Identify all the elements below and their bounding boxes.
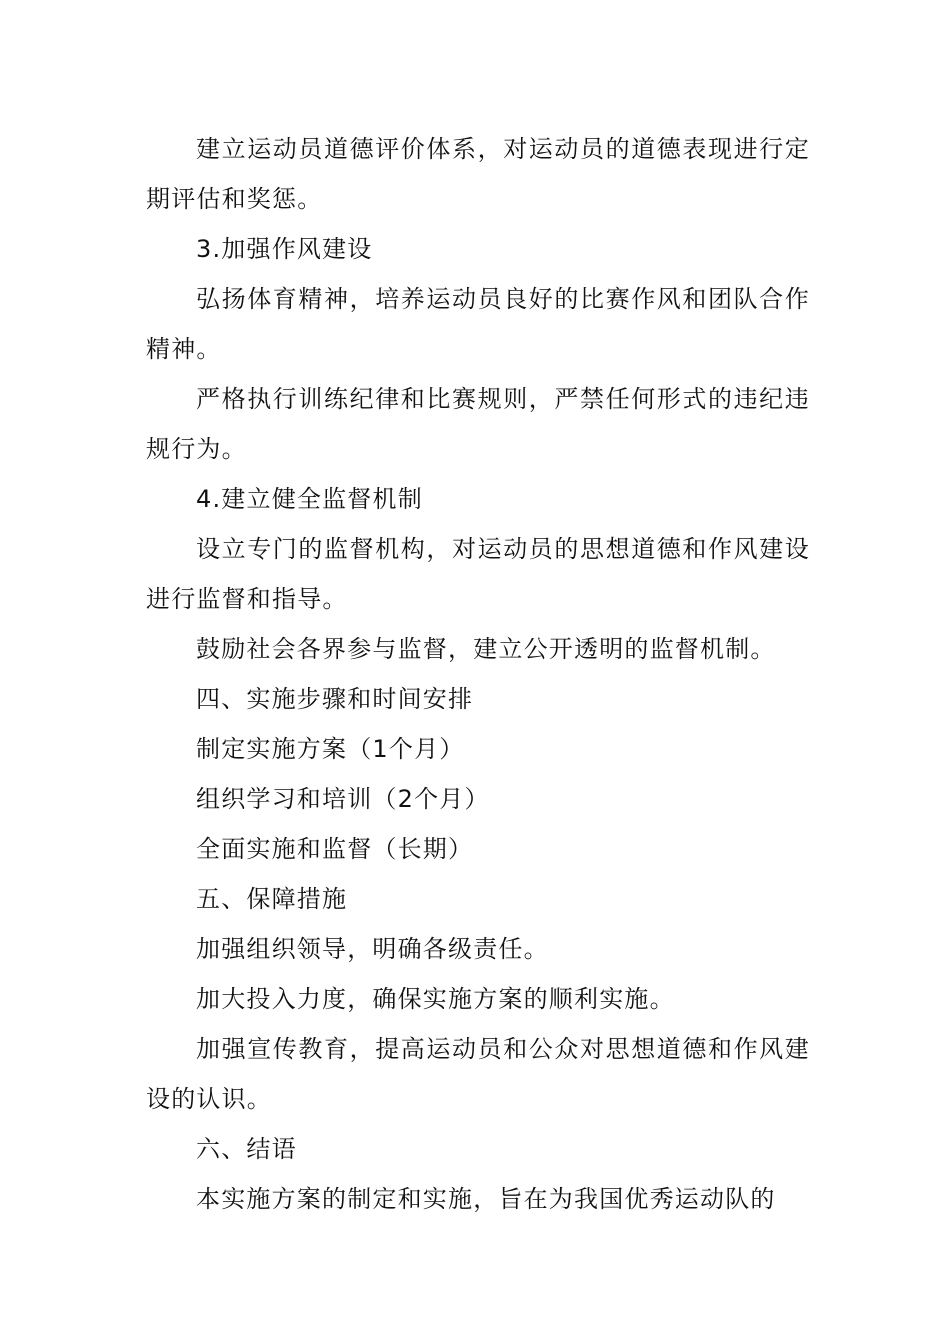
- paragraph-sports-spirit: 弘扬体育精神，培养运动员良好的比赛作风和团队合作精神。: [146, 285, 810, 363]
- list-item-training: 组织学习和培训（2个月）: [196, 785, 490, 813]
- document-body: [146, 124, 810, 1224]
- heading-safeguards: 五、保障措施: [196, 885, 348, 913]
- list-item-implementation: 全面实施和监督（长期）: [196, 835, 474, 863]
- paragraph-investment: 加大投入力度，确保实施方案的顺利实施。: [196, 985, 675, 1013]
- paragraph-supervision-agency: 设立专门的监督机构，对运动员的思想道德和作风建设进行监督和指导。: [146, 535, 810, 613]
- heading-supervision-mechanism: 4.建立健全监督机制: [196, 485, 423, 513]
- paragraph-leadership: 加强组织领导，明确各级责任。: [196, 935, 549, 963]
- heading-steps-schedule: 四、实施步骤和时间安排: [196, 685, 474, 713]
- paragraph-evaluation-system: 建立运动员道德评价体系，对运动员的道德表现进行定期评估和奖惩。: [146, 135, 810, 213]
- heading-conclusion: 六、结语: [196, 1135, 297, 1163]
- paragraph-conclusion: 本实施方案的制定和实施，旨在为我国优秀运动队的: [196, 1185, 776, 1213]
- heading-strengthen-style: 3.加强作风建设: [196, 235, 373, 263]
- paragraph-publicity: 加强宣传教育，提高运动员和公众对思想道德和作风建设的认识。: [146, 1035, 810, 1113]
- paragraph-public-supervision: 鼓励社会各界参与监督，建立公开透明的监督机制。: [196, 635, 776, 663]
- list-item-plan: 制定实施方案（1个月）: [196, 735, 465, 763]
- paragraph-discipline: 严格执行训练纪律和比赛规则，严禁任何形式的违纪违规行为。: [146, 385, 810, 463]
